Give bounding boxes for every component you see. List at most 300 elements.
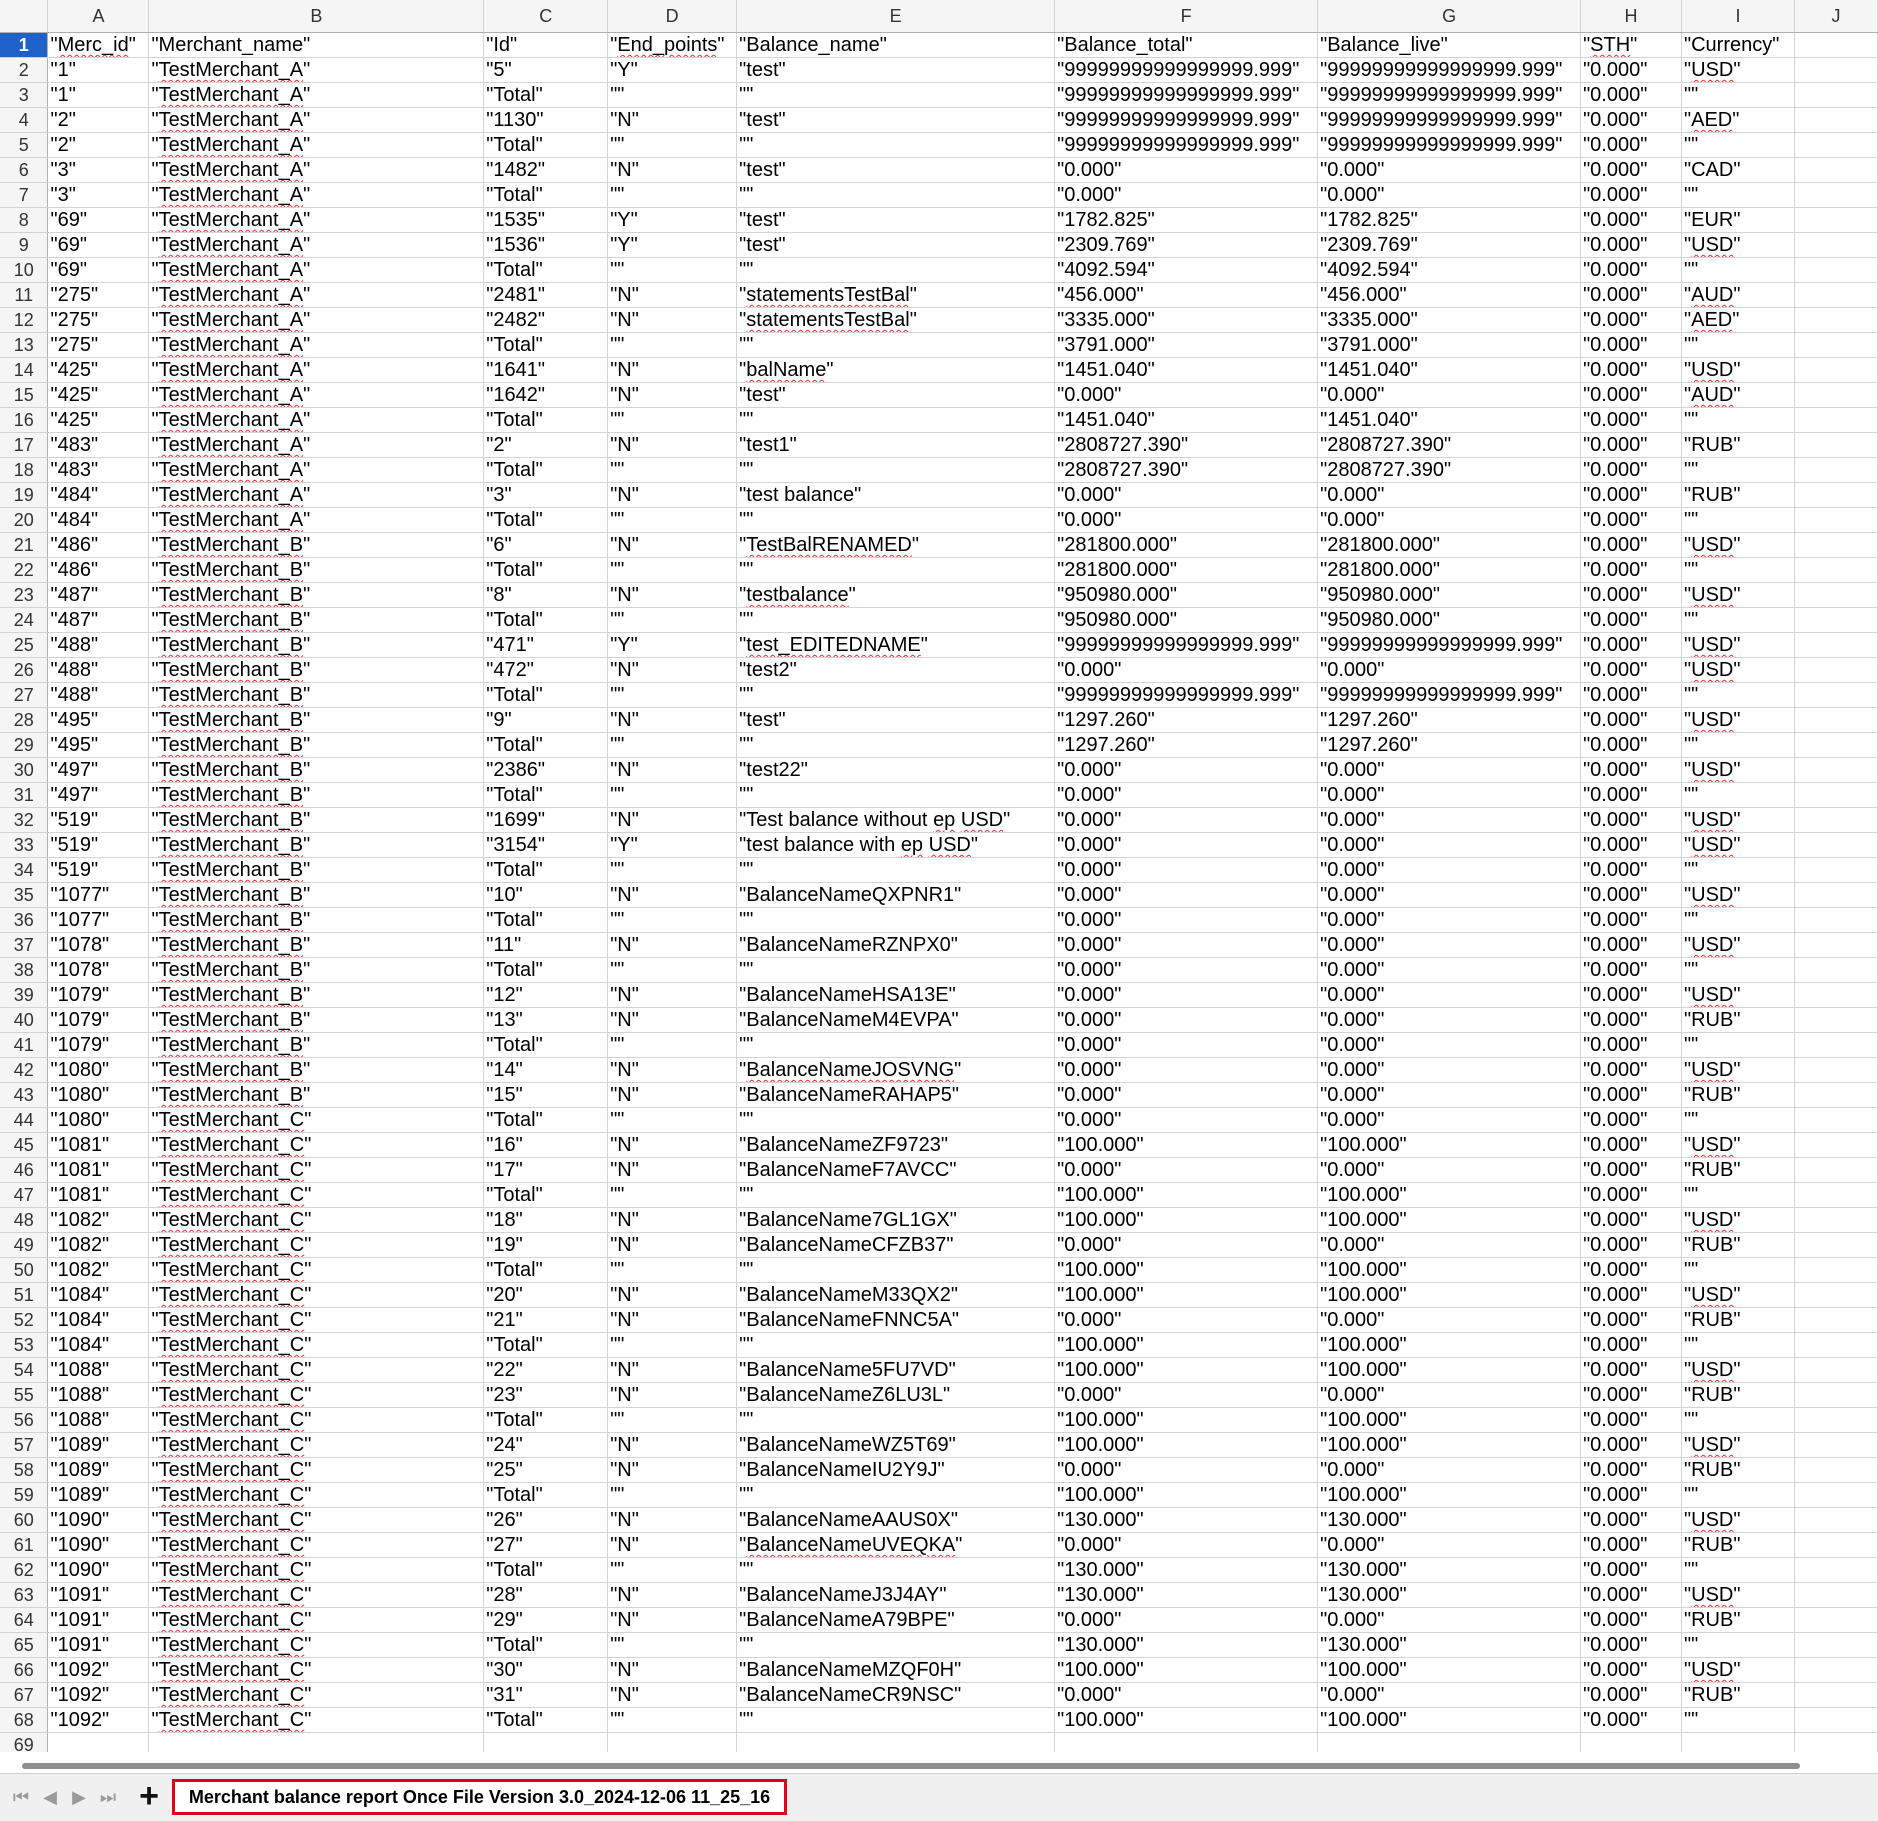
cell-f27[interactable]: "99999999999999999.999" xyxy=(1055,683,1318,708)
cell-a29[interactable]: "495" xyxy=(48,733,149,758)
cell-f23[interactable]: "950980.000" xyxy=(1055,583,1318,608)
row-header[interactable]: 41 xyxy=(0,1033,48,1058)
cell-f47[interactable]: "100.000" xyxy=(1055,1183,1318,1208)
cell-g13[interactable]: "3791.000" xyxy=(1318,333,1581,358)
cell-j11[interactable] xyxy=(1795,283,1878,308)
cell-b5[interactable]: "TestMerchant_A" xyxy=(149,133,484,158)
cell-e2[interactable]: "test" xyxy=(737,58,1055,83)
cell-a6[interactable]: "3" xyxy=(48,158,149,183)
cell-g20[interactable]: "0.000" xyxy=(1318,508,1581,533)
cell-c2[interactable]: "5" xyxy=(484,58,608,83)
cell-h34[interactable]: "0.000" xyxy=(1581,858,1682,883)
cell-b29[interactable]: "TestMerchant_B" xyxy=(149,733,484,758)
cell-g21[interactable]: "281800.000" xyxy=(1318,533,1581,558)
cell-g68[interactable]: "100.000" xyxy=(1318,1708,1581,1733)
cell-i63[interactable]: "USD" xyxy=(1682,1583,1795,1608)
cell-d51[interactable]: "N" xyxy=(608,1283,737,1308)
cell-f40[interactable]: "0.000" xyxy=(1055,1008,1318,1033)
row-header[interactable]: 25 xyxy=(0,633,48,658)
cell-g63[interactable]: "130.000" xyxy=(1318,1583,1581,1608)
cell-c52[interactable]: "21" xyxy=(484,1308,608,1333)
cell-a21[interactable]: "486" xyxy=(48,533,149,558)
cell-a36[interactable]: "1077" xyxy=(48,908,149,933)
cell-e14[interactable]: "balName" xyxy=(737,358,1055,383)
cell-e18[interactable]: "" xyxy=(737,458,1055,483)
cell-g60[interactable]: "130.000" xyxy=(1318,1508,1581,1533)
cell-d18[interactable]: "" xyxy=(608,458,737,483)
cell-b40[interactable]: "TestMerchant_B" xyxy=(149,1008,484,1033)
cell-g28[interactable]: "1297.260" xyxy=(1318,708,1581,733)
cell-g18[interactable]: "2808727.390" xyxy=(1318,458,1581,483)
horizontal-scrollbar[interactable] xyxy=(22,1763,1800,1769)
cell-g31[interactable]: "0.000" xyxy=(1318,783,1581,808)
cell-d59[interactable]: "" xyxy=(608,1483,737,1508)
cell-c68[interactable]: "Total" xyxy=(484,1708,608,1733)
cell-j56[interactable] xyxy=(1795,1408,1878,1433)
row-header[interactable]: 45 xyxy=(0,1133,48,1158)
cell-e27[interactable]: "" xyxy=(737,683,1055,708)
cell-f26[interactable]: "0.000" xyxy=(1055,658,1318,683)
cell-j66[interactable] xyxy=(1795,1658,1878,1683)
column-header-g[interactable]: G xyxy=(1318,0,1581,33)
cell-b64[interactable]: "TestMerchant_C" xyxy=(149,1608,484,1633)
cell-e12[interactable]: "statementsTestBal" xyxy=(737,308,1055,333)
cell-j23[interactable] xyxy=(1795,583,1878,608)
cell-a68[interactable]: "1092" xyxy=(48,1708,149,1733)
row-header[interactable]: 56 xyxy=(0,1408,48,1433)
row-header[interactable]: 7 xyxy=(0,183,48,208)
cell-e37[interactable]: "BalanceNameRZNPX0" xyxy=(737,933,1055,958)
cell-h7[interactable]: "0.000" xyxy=(1581,183,1682,208)
cell-i51[interactable]: "USD" xyxy=(1682,1283,1795,1308)
cell-c21[interactable]: "6" xyxy=(484,533,608,558)
cell-g29[interactable]: "1297.260" xyxy=(1318,733,1581,758)
cell-a64[interactable]: "1091" xyxy=(48,1608,149,1633)
cell-d8[interactable]: "Y" xyxy=(608,208,737,233)
cell-h1[interactable]: "STH" xyxy=(1581,33,1682,58)
row-header[interactable]: 64 xyxy=(0,1608,48,1633)
cell-d68[interactable]: "" xyxy=(608,1708,737,1733)
cell-e60[interactable]: "BalanceNameAAUS0X" xyxy=(737,1508,1055,1533)
cell-h69[interactable] xyxy=(1581,1733,1682,1753)
row-header[interactable]: 36 xyxy=(0,908,48,933)
cell-h6[interactable]: "0.000" xyxy=(1581,158,1682,183)
cell-e29[interactable]: "" xyxy=(737,733,1055,758)
cell-i56[interactable]: "" xyxy=(1682,1408,1795,1433)
cell-h64[interactable]: "0.000" xyxy=(1581,1608,1682,1633)
cell-j6[interactable] xyxy=(1795,158,1878,183)
cell-f62[interactable]: "130.000" xyxy=(1055,1558,1318,1583)
cell-c4[interactable]: "1130" xyxy=(484,108,608,133)
cell-e24[interactable]: "" xyxy=(737,608,1055,633)
cell-f33[interactable]: "0.000" xyxy=(1055,833,1318,858)
row-header[interactable]: 10 xyxy=(0,258,48,283)
last-sheet-icon[interactable]: ⏭ xyxy=(99,1787,117,1807)
cell-h37[interactable]: "0.000" xyxy=(1581,933,1682,958)
cell-i1[interactable]: "Currency" xyxy=(1682,33,1795,58)
cell-b21[interactable]: "TestMerchant_B" xyxy=(149,533,484,558)
cell-a11[interactable]: "275" xyxy=(48,283,149,308)
cell-f37[interactable]: "0.000" xyxy=(1055,933,1318,958)
cell-a45[interactable]: "1081" xyxy=(48,1133,149,1158)
cell-c51[interactable]: "20" xyxy=(484,1283,608,1308)
cell-c24[interactable]: "Total" xyxy=(484,608,608,633)
cell-a1[interactable]: "Merc_id" xyxy=(48,33,149,58)
cell-d63[interactable]: "N" xyxy=(608,1583,737,1608)
cell-j28[interactable] xyxy=(1795,708,1878,733)
cell-h20[interactable]: "0.000" xyxy=(1581,508,1682,533)
cell-a52[interactable]: "1084" xyxy=(48,1308,149,1333)
cell-f50[interactable]: "100.000" xyxy=(1055,1258,1318,1283)
cell-i33[interactable]: "USD" xyxy=(1682,833,1795,858)
cell-c9[interactable]: "1536" xyxy=(484,233,608,258)
cell-a32[interactable]: "519" xyxy=(48,808,149,833)
cell-f2[interactable]: "99999999999999999.999" xyxy=(1055,58,1318,83)
cell-b34[interactable]: "TestMerchant_B" xyxy=(149,858,484,883)
row-header[interactable]: 9 xyxy=(0,233,48,258)
cell-i59[interactable]: "" xyxy=(1682,1483,1795,1508)
cell-c46[interactable]: "17" xyxy=(484,1158,608,1183)
cell-h13[interactable]: "0.000" xyxy=(1581,333,1682,358)
cell-j52[interactable] xyxy=(1795,1308,1878,1333)
cell-e1[interactable]: "Balance_name" xyxy=(737,33,1055,58)
cell-i36[interactable]: "" xyxy=(1682,908,1795,933)
cell-f29[interactable]: "1297.260" xyxy=(1055,733,1318,758)
cell-e69[interactable] xyxy=(737,1733,1055,1753)
cell-h41[interactable]: "0.000" xyxy=(1581,1033,1682,1058)
cell-d62[interactable]: "" xyxy=(608,1558,737,1583)
cell-e50[interactable]: "" xyxy=(737,1258,1055,1283)
cell-h56[interactable]: "0.000" xyxy=(1581,1408,1682,1433)
cell-i53[interactable]: "" xyxy=(1682,1333,1795,1358)
cell-b38[interactable]: "TestMerchant_B" xyxy=(149,958,484,983)
cell-b46[interactable]: "TestMerchant_C" xyxy=(149,1158,484,1183)
cell-c37[interactable]: "11" xyxy=(484,933,608,958)
cell-a20[interactable]: "484" xyxy=(48,508,149,533)
cell-d64[interactable]: "N" xyxy=(608,1608,737,1633)
cell-f4[interactable]: "99999999999999999.999" xyxy=(1055,108,1318,133)
cell-b31[interactable]: "TestMerchant_B" xyxy=(149,783,484,808)
cell-g57[interactable]: "100.000" xyxy=(1318,1433,1581,1458)
cell-c66[interactable]: "30" xyxy=(484,1658,608,1683)
cell-h28[interactable]: "0.000" xyxy=(1581,708,1682,733)
cell-e63[interactable]: "BalanceNameJ3J4AY" xyxy=(737,1583,1055,1608)
cell-c3[interactable]: "Total" xyxy=(484,83,608,108)
cell-i17[interactable]: "RUB" xyxy=(1682,433,1795,458)
cell-f32[interactable]: "0.000" xyxy=(1055,808,1318,833)
cell-h27[interactable]: "0.000" xyxy=(1581,683,1682,708)
cell-j15[interactable] xyxy=(1795,383,1878,408)
cell-c30[interactable]: "2386" xyxy=(484,758,608,783)
cell-d37[interactable]: "N" xyxy=(608,933,737,958)
cell-c10[interactable]: "Total" xyxy=(484,258,608,283)
cell-f54[interactable]: "100.000" xyxy=(1055,1358,1318,1383)
cell-c60[interactable]: "26" xyxy=(484,1508,608,1533)
cell-a34[interactable]: "519" xyxy=(48,858,149,883)
cell-h38[interactable]: "0.000" xyxy=(1581,958,1682,983)
cell-i57[interactable]: "USD" xyxy=(1682,1433,1795,1458)
cell-a41[interactable]: "1079" xyxy=(48,1033,149,1058)
cell-c36[interactable]: "Total" xyxy=(484,908,608,933)
cell-g32[interactable]: "0.000" xyxy=(1318,808,1581,833)
cell-j25[interactable] xyxy=(1795,633,1878,658)
cell-f59[interactable]: "100.000" xyxy=(1055,1483,1318,1508)
cell-g22[interactable]: "281800.000" xyxy=(1318,558,1581,583)
cell-f14[interactable]: "1451.040" xyxy=(1055,358,1318,383)
cell-d33[interactable]: "Y" xyxy=(608,833,737,858)
cell-g62[interactable]: "130.000" xyxy=(1318,1558,1581,1583)
cell-h45[interactable]: "0.000" xyxy=(1581,1133,1682,1158)
cell-f41[interactable]: "0.000" xyxy=(1055,1033,1318,1058)
cell-d17[interactable]: "N" xyxy=(608,433,737,458)
cell-e58[interactable]: "BalanceNameIU2Y9J" xyxy=(737,1458,1055,1483)
cell-d15[interactable]: "N" xyxy=(608,383,737,408)
cell-j22[interactable] xyxy=(1795,558,1878,583)
cell-e52[interactable]: "BalanceNameFNNC5A" xyxy=(737,1308,1055,1333)
cell-b37[interactable]: "TestMerchant_B" xyxy=(149,933,484,958)
cell-b55[interactable]: "TestMerchant_C" xyxy=(149,1383,484,1408)
cell-i64[interactable]: "RUB" xyxy=(1682,1608,1795,1633)
cell-e3[interactable]: "" xyxy=(737,83,1055,108)
cell-a22[interactable]: "486" xyxy=(48,558,149,583)
cell-h16[interactable]: "0.000" xyxy=(1581,408,1682,433)
cell-h31[interactable]: "0.000" xyxy=(1581,783,1682,808)
cell-e16[interactable]: "" xyxy=(737,408,1055,433)
cell-i37[interactable]: "USD" xyxy=(1682,933,1795,958)
cell-d29[interactable]: "" xyxy=(608,733,737,758)
cell-b19[interactable]: "TestMerchant_A" xyxy=(149,483,484,508)
cell-j47[interactable] xyxy=(1795,1183,1878,1208)
cell-g42[interactable]: "0.000" xyxy=(1318,1058,1581,1083)
cell-j31[interactable] xyxy=(1795,783,1878,808)
cell-j64[interactable] xyxy=(1795,1608,1878,1633)
cell-i18[interactable]: "" xyxy=(1682,458,1795,483)
cell-c62[interactable]: "Total" xyxy=(484,1558,608,1583)
cell-d53[interactable]: "" xyxy=(608,1333,737,1358)
cell-c58[interactable]: "25" xyxy=(484,1458,608,1483)
cell-b33[interactable]: "TestMerchant_B" xyxy=(149,833,484,858)
select-all-corner[interactable] xyxy=(0,0,48,33)
cell-g10[interactable]: "4092.594" xyxy=(1318,258,1581,283)
cell-d31[interactable]: "" xyxy=(608,783,737,808)
cell-f25[interactable]: "99999999999999999.999" xyxy=(1055,633,1318,658)
row-header[interactable]: 53 xyxy=(0,1333,48,1358)
cell-j16[interactable] xyxy=(1795,408,1878,433)
sheet-tab-active[interactable]: Merchant balance report Once File Version 3.0_2024-12-06 11_25_16 xyxy=(172,1779,787,1815)
cell-b59[interactable]: "TestMerchant_C" xyxy=(149,1483,484,1508)
cell-d57[interactable]: "N" xyxy=(608,1433,737,1458)
row-header[interactable]: 3 xyxy=(0,83,48,108)
cell-c55[interactable]: "23" xyxy=(484,1383,608,1408)
row-header[interactable]: 55 xyxy=(0,1383,48,1408)
cell-a15[interactable]: "425" xyxy=(48,383,149,408)
cell-j49[interactable] xyxy=(1795,1233,1878,1258)
cell-e45[interactable]: "BalanceNameZF9723" xyxy=(737,1133,1055,1158)
cell-a66[interactable]: "1092" xyxy=(48,1658,149,1683)
cell-j46[interactable] xyxy=(1795,1158,1878,1183)
cell-c63[interactable]: "28" xyxy=(484,1583,608,1608)
cell-f3[interactable]: "99999999999999999.999" xyxy=(1055,83,1318,108)
cell-e6[interactable]: "test" xyxy=(737,158,1055,183)
cell-a8[interactable]: "69" xyxy=(48,208,149,233)
cell-d14[interactable]: "N" xyxy=(608,358,737,383)
cell-c5[interactable]: "Total" xyxy=(484,133,608,158)
cell-i4[interactable]: "AED" xyxy=(1682,108,1795,133)
cell-e22[interactable]: "" xyxy=(737,558,1055,583)
cell-e47[interactable]: "" xyxy=(737,1183,1055,1208)
cell-f45[interactable]: "100.000" xyxy=(1055,1133,1318,1158)
cell-f24[interactable]: "950980.000" xyxy=(1055,608,1318,633)
cell-i41[interactable]: "" xyxy=(1682,1033,1795,1058)
cell-c65[interactable]: "Total" xyxy=(484,1633,608,1658)
cell-g43[interactable]: "0.000" xyxy=(1318,1083,1581,1108)
cell-a10[interactable]: "69" xyxy=(48,258,149,283)
cell-h54[interactable]: "0.000" xyxy=(1581,1358,1682,1383)
cell-j63[interactable] xyxy=(1795,1583,1878,1608)
cell-e35[interactable]: "BalanceNameQXPNR1" xyxy=(737,883,1055,908)
cell-e40[interactable]: "BalanceNameM4EVPA" xyxy=(737,1008,1055,1033)
column-header-j[interactable]: J xyxy=(1795,0,1878,33)
cell-g41[interactable]: "0.000" xyxy=(1318,1033,1581,1058)
cell-d39[interactable]: "N" xyxy=(608,983,737,1008)
cell-f30[interactable]: "0.000" xyxy=(1055,758,1318,783)
cell-f57[interactable]: "100.000" xyxy=(1055,1433,1318,1458)
row-header[interactable]: 6 xyxy=(0,158,48,183)
cell-d65[interactable]: "" xyxy=(608,1633,737,1658)
cell-g15[interactable]: "0.000" xyxy=(1318,383,1581,408)
cell-a2[interactable]: "1" xyxy=(48,58,149,83)
cell-d11[interactable]: "N" xyxy=(608,283,737,308)
cell-f5[interactable]: "99999999999999999.999" xyxy=(1055,133,1318,158)
cell-c67[interactable]: "31" xyxy=(484,1683,608,1708)
column-header-b[interactable]: B xyxy=(149,0,484,33)
cell-j62[interactable] xyxy=(1795,1558,1878,1583)
cell-g33[interactable]: "0.000" xyxy=(1318,833,1581,858)
cell-b7[interactable]: "TestMerchant_A" xyxy=(149,183,484,208)
cell-e10[interactable]: "" xyxy=(737,258,1055,283)
cell-g51[interactable]: "100.000" xyxy=(1318,1283,1581,1308)
cell-g35[interactable]: "0.000" xyxy=(1318,883,1581,908)
cell-g48[interactable]: "100.000" xyxy=(1318,1208,1581,1233)
cell-f17[interactable]: "2808727.390" xyxy=(1055,433,1318,458)
cell-j12[interactable] xyxy=(1795,308,1878,333)
cell-h8[interactable]: "0.000" xyxy=(1581,208,1682,233)
cell-j20[interactable] xyxy=(1795,508,1878,533)
cell-g45[interactable]: "100.000" xyxy=(1318,1133,1581,1158)
cell-f28[interactable]: "1297.260" xyxy=(1055,708,1318,733)
row-header[interactable]: 2 xyxy=(0,58,48,83)
cell-d42[interactable]: "N" xyxy=(608,1058,737,1083)
cell-f15[interactable]: "0.000" xyxy=(1055,383,1318,408)
cell-c69[interactable] xyxy=(484,1733,608,1753)
cell-d55[interactable]: "N" xyxy=(608,1383,737,1408)
cell-h61[interactable]: "0.000" xyxy=(1581,1533,1682,1558)
row-header[interactable]: 43 xyxy=(0,1083,48,1108)
cell-h15[interactable]: "0.000" xyxy=(1581,383,1682,408)
cell-a60[interactable]: "1090" xyxy=(48,1508,149,1533)
cell-d1[interactable]: "End_points" xyxy=(608,33,737,58)
cell-a5[interactable]: "2" xyxy=(48,133,149,158)
cell-a33[interactable]: "519" xyxy=(48,833,149,858)
cell-c50[interactable]: "Total" xyxy=(484,1258,608,1283)
cell-b66[interactable]: "TestMerchant_C" xyxy=(149,1658,484,1683)
cell-e9[interactable]: "test" xyxy=(737,233,1055,258)
cell-d10[interactable]: "" xyxy=(608,258,737,283)
cell-b54[interactable]: "TestMerchant_C" xyxy=(149,1358,484,1383)
cell-e44[interactable]: "" xyxy=(737,1108,1055,1133)
cell-c64[interactable]: "29" xyxy=(484,1608,608,1633)
cell-f34[interactable]: "0.000" xyxy=(1055,858,1318,883)
row-header[interactable]: 60 xyxy=(0,1508,48,1533)
cell-d60[interactable]: "N" xyxy=(608,1508,737,1533)
row-header[interactable]: 12 xyxy=(0,308,48,333)
cell-g55[interactable]: "0.000" xyxy=(1318,1383,1581,1408)
cell-c45[interactable]: "16" xyxy=(484,1133,608,1158)
cell-a46[interactable]: "1081" xyxy=(48,1158,149,1183)
cell-h53[interactable]: "0.000" xyxy=(1581,1333,1682,1358)
cell-a51[interactable]: "1084" xyxy=(48,1283,149,1308)
cell-i45[interactable]: "USD" xyxy=(1682,1133,1795,1158)
cell-c29[interactable]: "Total" xyxy=(484,733,608,758)
row-header[interactable]: 27 xyxy=(0,683,48,708)
cell-j50[interactable] xyxy=(1795,1258,1878,1283)
row-header[interactable]: 16 xyxy=(0,408,48,433)
cell-h29[interactable]: "0.000" xyxy=(1581,733,1682,758)
cell-e56[interactable]: "" xyxy=(737,1408,1055,1433)
cell-b6[interactable]: "TestMerchant_A" xyxy=(149,158,484,183)
cell-f35[interactable]: "0.000" xyxy=(1055,883,1318,908)
cell-b45[interactable]: "TestMerchant_C" xyxy=(149,1133,484,1158)
cell-j18[interactable] xyxy=(1795,458,1878,483)
cell-j36[interactable] xyxy=(1795,908,1878,933)
cell-b42[interactable]: "TestMerchant_B" xyxy=(149,1058,484,1083)
cell-c48[interactable]: "18" xyxy=(484,1208,608,1233)
cell-h52[interactable]: "0.000" xyxy=(1581,1308,1682,1333)
cell-i20[interactable]: "" xyxy=(1682,508,1795,533)
cell-i50[interactable]: "" xyxy=(1682,1258,1795,1283)
cell-e51[interactable]: "BalanceNameM33QX2" xyxy=(737,1283,1055,1308)
cell-j21[interactable] xyxy=(1795,533,1878,558)
cell-g39[interactable]: "0.000" xyxy=(1318,983,1581,1008)
cell-a31[interactable]: "497" xyxy=(48,783,149,808)
add-sheet-button[interactable]: + xyxy=(139,1777,159,1815)
cell-a57[interactable]: "1089" xyxy=(48,1433,149,1458)
cell-f11[interactable]: "456.000" xyxy=(1055,283,1318,308)
cell-j54[interactable] xyxy=(1795,1358,1878,1383)
column-header-c[interactable]: C xyxy=(484,0,608,33)
cell-e57[interactable]: "BalanceNameWZ5T69" xyxy=(737,1433,1055,1458)
cell-g47[interactable]: "100.000" xyxy=(1318,1183,1581,1208)
cell-d47[interactable]: "" xyxy=(608,1183,737,1208)
cell-b41[interactable]: "TestMerchant_B" xyxy=(149,1033,484,1058)
row-header[interactable]: 46 xyxy=(0,1158,48,1183)
cell-d3[interactable]: "" xyxy=(608,83,737,108)
cell-a43[interactable]: "1080" xyxy=(48,1083,149,1108)
cell-e67[interactable]: "BalanceNameCR9NSC" xyxy=(737,1683,1055,1708)
cell-e68[interactable]: "" xyxy=(737,1708,1055,1733)
cell-c23[interactable]: "8" xyxy=(484,583,608,608)
cell-e38[interactable]: "" xyxy=(737,958,1055,983)
cell-c16[interactable]: "Total" xyxy=(484,408,608,433)
cell-e28[interactable]: "test" xyxy=(737,708,1055,733)
cell-j59[interactable] xyxy=(1795,1483,1878,1508)
cell-g37[interactable]: "0.000" xyxy=(1318,933,1581,958)
cell-e4[interactable]: "test" xyxy=(737,108,1055,133)
cell-f49[interactable]: "0.000" xyxy=(1055,1233,1318,1258)
cell-j69[interactable] xyxy=(1795,1733,1878,1753)
row-header[interactable]: 65 xyxy=(0,1633,48,1658)
row-header[interactable]: 15 xyxy=(0,383,48,408)
